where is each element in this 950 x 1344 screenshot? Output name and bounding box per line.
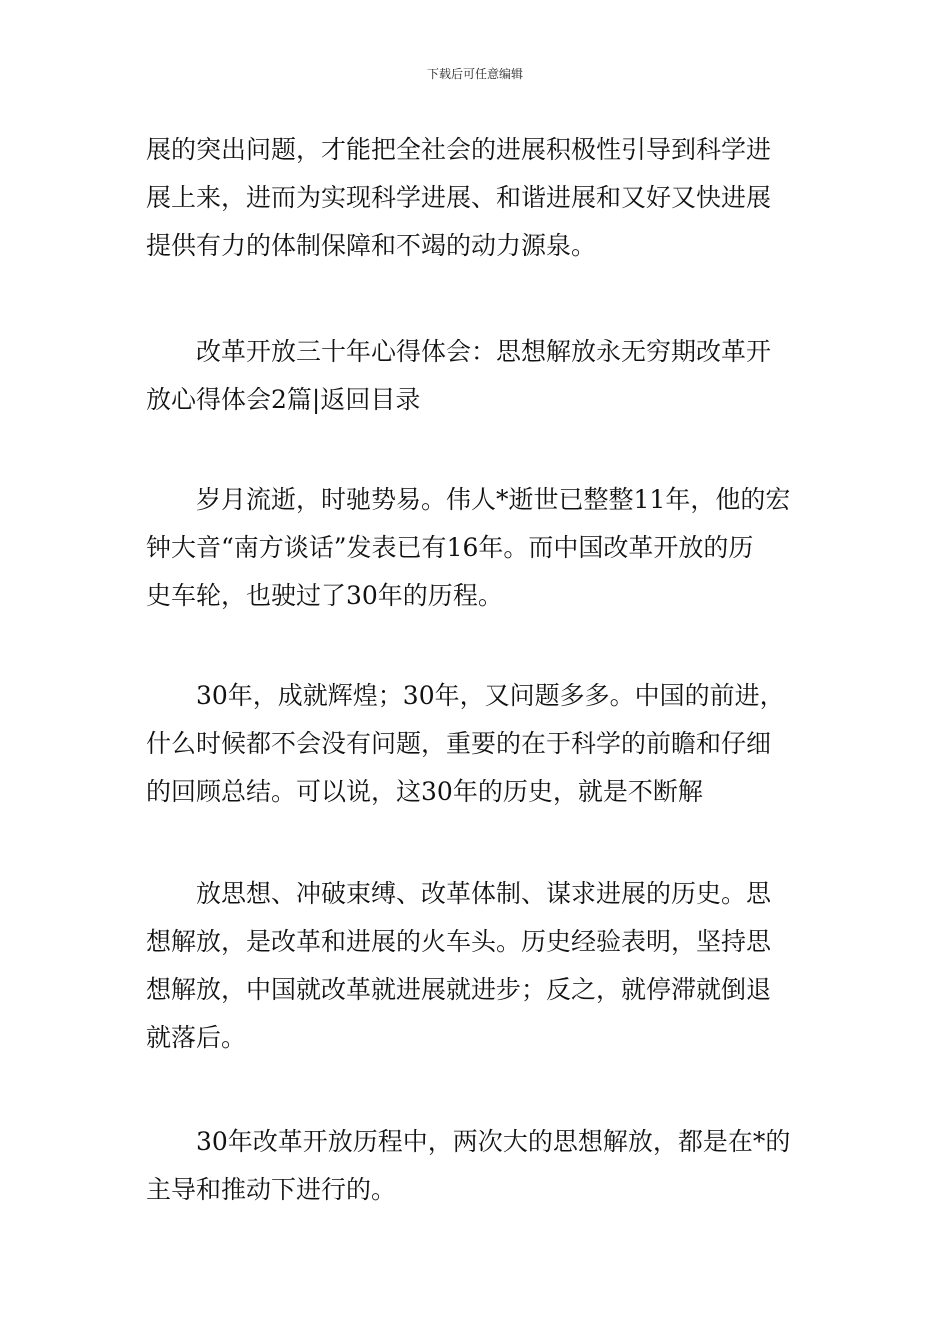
paragraph-line: 想解放，是改革和进展的火车头。历史经验表明，坚持思: [146, 927, 772, 956]
paragraph-line: 的回顾总结。可以说，这30年的历史，就是不断解: [146, 777, 703, 806]
section-title-paragraph: [146, 328, 810, 424]
paragraph-line: 就落后。: [146, 1023, 247, 1052]
paragraph-line: 放思想、冲破束缚、改革体制、谋求进展的历史。思: [196, 879, 772, 908]
paragraph-line: 30年改革开放历程中，两次大的思想解放，都是在*的: [196, 1127, 791, 1156]
paragraph-line: 展的突出问题，才能把全社会的进展积极性引导到科学进: [146, 135, 772, 164]
paragraph-line: 放心得体会2篇|返回目录: [146, 385, 421, 414]
paragraph-line: 主导和推动下进行的。: [146, 1175, 397, 1204]
page-header-note: 下载后可任意编辑: [426, 67, 523, 81]
paragraph-line: 改革开放三十年心得体会：思想解放永无穷期改革开: [196, 337, 772, 366]
paragraph: [146, 672, 810, 816]
paragraph-line: 史车轮，也驶过了30年的历程。: [146, 581, 503, 610]
paragraph-line: 30年，成就辉煌；30年，又问题多多。中国的前进，: [196, 681, 785, 710]
paragraph-line: 什么时候都不会没有问题，重要的在于科学的前瞻和仔细: [146, 729, 772, 758]
paragraph-line: 岁月流逝，时驰势易。伟人*逝世已整整11年，他的宏: [196, 485, 791, 514]
paragraph-line: 钟大音“南方谈话”发表已有16年。而中国改革开放的历: [146, 533, 754, 562]
paragraph-line: 提供有力的体制保障和不竭的动力源泉。: [146, 231, 597, 260]
paragraph-line: 想解放，中国就改革就进展就进步；反之，就停滞就倒退: [146, 975, 772, 1004]
paragraph: [146, 870, 810, 1062]
paragraph-line: 展上来，进而为实现科学进展、和谐进展和又好又快进展: [146, 183, 772, 212]
paragraph: [146, 1118, 810, 1214]
paragraph: [146, 476, 810, 620]
paragraph-continuation: [146, 126, 810, 270]
